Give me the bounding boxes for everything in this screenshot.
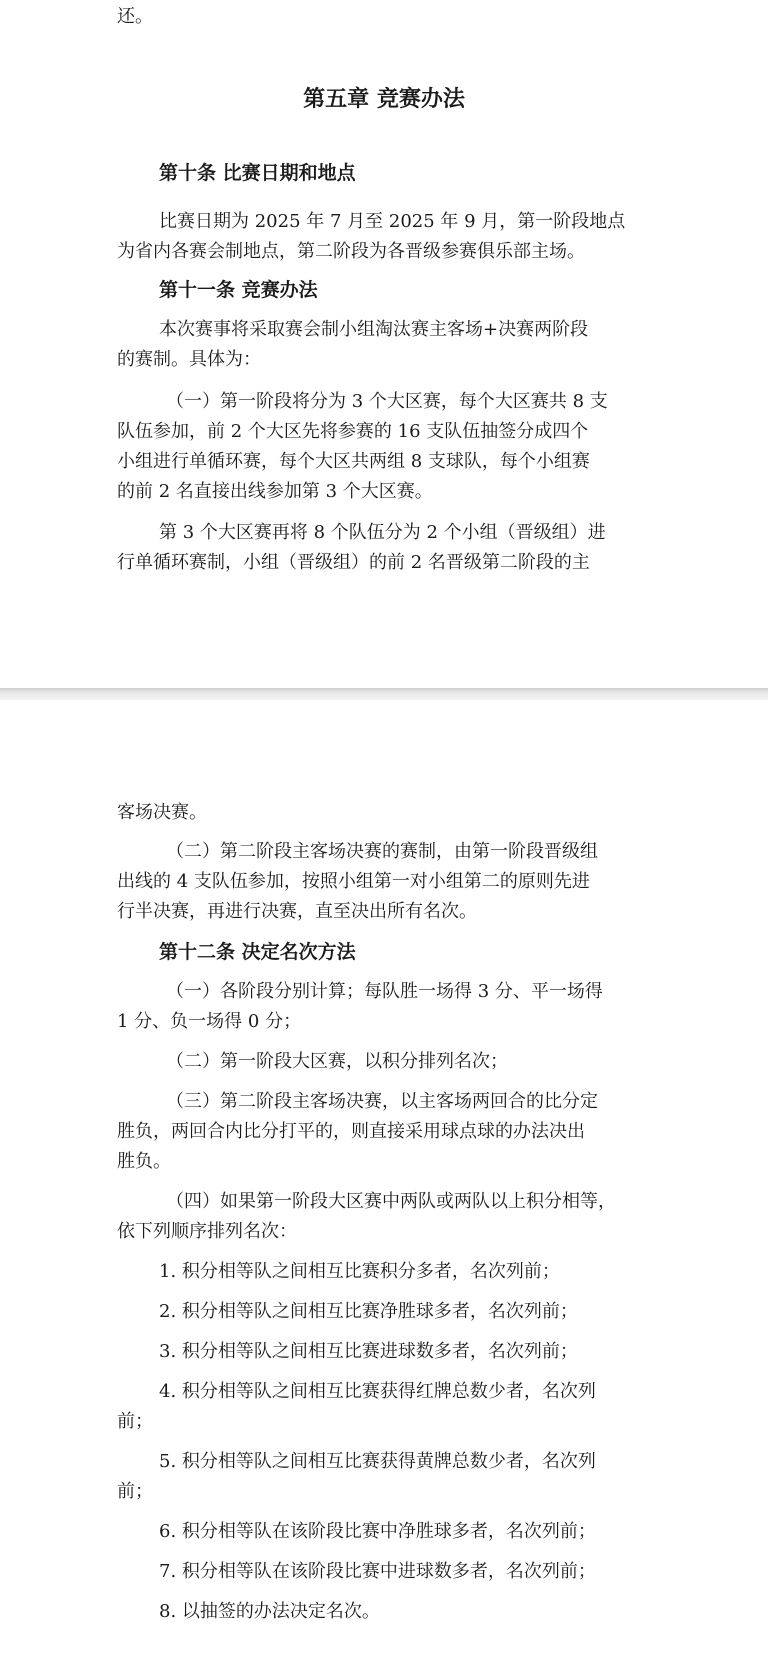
list-item-5-line-1: 5. 积分相等队之间相互比赛获得黄牌总数少者，名次列 bbox=[159, 1451, 596, 1472]
rule-3-line-2: 胜负，两回合内比分打平的，则直接采用球点球的办法决出 bbox=[117, 1121, 585, 1142]
list-item-7: 7. 积分相等队在该阶段比赛中进球数多者，名次列前； bbox=[159, 1561, 596, 1582]
article-10-line-2: 为省内各赛会制地点，第二阶段为各晋级参赛俱乐部主场。 bbox=[117, 241, 585, 262]
document-page-1 bbox=[0, 0, 768, 688]
rule-1-line-1: （一）各阶段分别计算；每队胜一场得 3 分、平一场得 bbox=[166, 981, 603, 1002]
clause-2-line-1: （二）第二阶段主客场决赛的赛制，由第一阶段晋级组 bbox=[166, 841, 598, 862]
list-item-5-line-2: 前； bbox=[117, 1481, 153, 1502]
article-10-line-1: 比赛日期为 2025 年 7 月至 2025 年 9 月，第一阶段地点 bbox=[159, 211, 626, 232]
article-11-line-1: 本次赛事将采取赛会制小组淘汰赛主客场+决赛两阶段 bbox=[159, 319, 589, 340]
article-12-title: 第十二条 决定名次方法 bbox=[159, 941, 356, 963]
clause-1-line-3: 小组进行单循环赛，每个大区共两组 8 支球队，每个小组赛 bbox=[117, 451, 590, 472]
clause-1-line-4: 的前 2 名直接出线参加第 3 个大区赛。 bbox=[117, 481, 433, 502]
page-separator bbox=[0, 688, 768, 700]
rule-1-line-2: 1 分、负一场得 0 分； bbox=[117, 1011, 302, 1032]
page-top-fragment: 还。 bbox=[117, 6, 153, 27]
list-item-3: 3. 积分相等队之间相互比赛进球数多者，名次列前； bbox=[159, 1341, 578, 1362]
rule-3-line-1: （三）第二阶段主客场决赛，以主客场两回合的比分定 bbox=[166, 1091, 598, 1112]
rule-4-line-2: 依下列顺序排列名次： bbox=[117, 1221, 297, 1242]
document-page-2 bbox=[0, 700, 768, 1663]
clause-2-line-2: 出线的 4 支队伍参加，按照小组第一对小组第二的原则先进 bbox=[117, 871, 590, 892]
list-item-8: 8. 以抽签的办法决定名次。 bbox=[159, 1601, 380, 1622]
article-11-line-2: 的赛制。具体为： bbox=[117, 349, 261, 370]
rule-4-line-1: （四）如果第一阶段大区赛中两队或两队以上积分相等， bbox=[166, 1191, 616, 1212]
list-item-2: 2. 积分相等队之间相互比赛净胜球多者，名次列前； bbox=[159, 1301, 578, 1322]
list-item-1: 1. 积分相等队之间相互比赛积分多者，名次列前； bbox=[159, 1261, 560, 1282]
article-11-title: 第十一条 竞赛办法 bbox=[159, 279, 318, 301]
clause-2-line-3: 行半决赛，再进行决赛，直至决出所有名次。 bbox=[117, 901, 477, 922]
chapter-title: 第五章 竞赛办法 bbox=[303, 87, 465, 112]
clause-1-line-1: （一）第一阶段将分为 3 个大区赛，每个大区赛共 8 支 bbox=[166, 391, 608, 412]
rule-2: （二）第一阶段大区赛，以积分排列名次； bbox=[166, 1051, 508, 1072]
continued-line: 客场决赛。 bbox=[117, 802, 207, 823]
list-item-4-line-1: 4. 积分相等队之间相互比赛获得红牌总数少者，名次列 bbox=[159, 1381, 596, 1402]
list-item-4-line-2: 前； bbox=[117, 1411, 153, 1432]
clause-1-line-2: 队伍参加，前 2 个大区先将参赛的 16 支队伍抽签分成四个 bbox=[117, 421, 589, 442]
article-10-title: 第十条 比赛日期和地点 bbox=[159, 162, 356, 184]
clause-1b-line-2: 行单循环赛制，小组（晋级组）的前 2 名晋级第二阶段的主 bbox=[117, 552, 590, 573]
list-item-6: 6. 积分相等队在该阶段比赛中净胜球多者，名次列前； bbox=[159, 1521, 596, 1542]
rule-3-line-3: 胜负。 bbox=[117, 1151, 171, 1172]
clause-1b-line-1: 第 3 个大区赛再将 8 个队伍分为 2 个小组（晋级组）进 bbox=[159, 522, 606, 543]
